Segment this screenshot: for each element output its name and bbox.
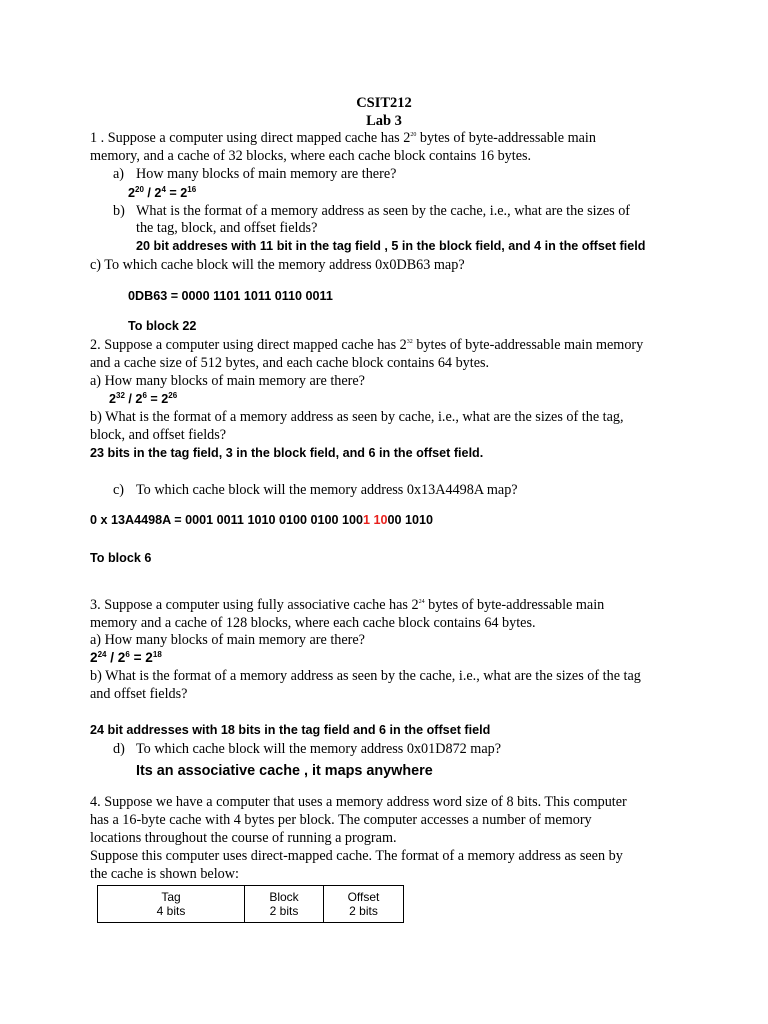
tag-size: 4 bits <box>156 904 186 918</box>
offset-label: Offset <box>347 890 380 904</box>
q1-b-question-line2: the tag, block, and offset fields? <box>136 220 318 236</box>
q3-b-question-line1: b) What is the format of a memory address as seen by the cache, i.e., what are the sizes of the tag <box>90 668 641 684</box>
q4-line3: locations throughout the course of running a program. <box>90 830 397 846</box>
q1-c-answer-binary: 0DB63 = 0000 1101 1011 0110 0011 <box>128 289 333 303</box>
tag-label: Tag <box>161 890 181 904</box>
q2-a-question: a) How many blocks of main memory are there? <box>90 373 365 389</box>
q3-d-prefix: d) <box>113 741 125 757</box>
q1-line1: 1 . Suppose a computer using direct mapped cache has $2^{20}$ bytes of byte-addressable main <box>90 130 596 146</box>
address-format-table <box>97 885 404 923</box>
q3-a-question: a) How many blocks of main memory are there? <box>90 632 365 648</box>
q3-d-question: To which cache block will the memory address 0x01D872 map? <box>136 741 502 757</box>
q4-line4: Suppose this computer uses direct-mapped cache. The format of a memory address as seen by <box>90 848 623 864</box>
q3-line2: memory and a cache of 128 blocks, where each cache block contains 64 bytes. <box>90 615 536 631</box>
q1-line2: memory, and a cache of 32 blocks, where each cache block contains 16 bytes. <box>90 148 532 164</box>
q2-line2: and a cache size of 512 bytes, and each cache block contains 64 bytes. <box>90 355 490 371</box>
q1-a-question: How many blocks of main memory are there? <box>136 166 397 182</box>
q1-b-answer: 20 bit addreses with 11 bit in the tag field , 5 in the block field, and 4 in the offset field <box>136 239 646 253</box>
block-size: 2 bits <box>269 904 299 918</box>
q3-b-answer: 24 bit addresses with 18 bits in the tag field and 6 in the offset field <box>90 723 491 737</box>
q2-line1: 2. Suppose a computer using direct mapped cache has $2^{32}$ bytes of byte-addressable main memory <box>90 337 644 353</box>
q2-a-answer: $2^{32} / 2^6 = 2^{26}$ <box>109 391 178 406</box>
block-cell <box>245 886 324 923</box>
q1-c-answer-block: To block 22 <box>128 319 197 333</box>
q3-d-answer: Its an associative cache , it maps anywhere <box>136 763 433 779</box>
course-title: CSIT212 <box>356 95 412 111</box>
q2-b-question-line1: b) What is the format of a memory address as seen by cache, i.e., what are the sizes of the tag, <box>90 409 624 425</box>
q3-b-question-line2: and offset fields? <box>90 686 188 702</box>
highlighted-block-bits: 1 10 <box>363 513 388 527</box>
q2-c-question: To which cache block will the memory address 0x13A4498A map? <box>136 482 518 498</box>
q3-a-answer: $2^{24} / 2^6 = 2^{18}$ <box>90 650 162 665</box>
block-label: Block <box>269 890 299 904</box>
q1-b-question-line1: What is the format of a memory address as seen by the cache, i.e., what are the sizes of <box>136 203 631 219</box>
offset-size: 2 bits <box>349 904 378 918</box>
q1-c-question: c) To which cache block will the memory address 0x0DB63 map? <box>90 257 465 273</box>
q2-b-question-line2: block, and offset fields? <box>90 427 227 443</box>
offset-cell <box>324 886 404 923</box>
q2-c-answer-block: To block 6 <box>90 551 152 565</box>
q4-line5: the cache is shown below: <box>90 866 239 882</box>
lab-title: Lab 3 <box>366 113 402 129</box>
table-row <box>98 886 404 923</box>
q3-line1: 3. Suppose a computer using fully associative cache has $2^{24}$ bytes of byte-addressable main <box>90 597 605 613</box>
q4-line2: has a 16-byte cache with 4 bytes per block. The computer accesses a number of memory <box>90 812 592 828</box>
q2-c-prefix: c) <box>113 482 125 498</box>
q4-line1: 4. Suppose we have a computer that uses a memory address word size of 8 bits. This computer <box>90 794 627 810</box>
tag-cell <box>98 886 245 923</box>
q1-b-prefix: b) <box>113 203 125 219</box>
q2-b-answer: 23 bits in the tag field, 3 in the block field, and 6 in the offset field. <box>90 446 484 460</box>
q2-c-answer-binary: 0 x 13A4498A = 0001 0011 1010 0100 0100 1001 1000 1010 <box>90 513 434 527</box>
q1-a-prefix: a) <box>113 166 125 182</box>
q1-a-answer: $2^{20} / 2^4 = 2^{16}$ <box>128 185 197 200</box>
